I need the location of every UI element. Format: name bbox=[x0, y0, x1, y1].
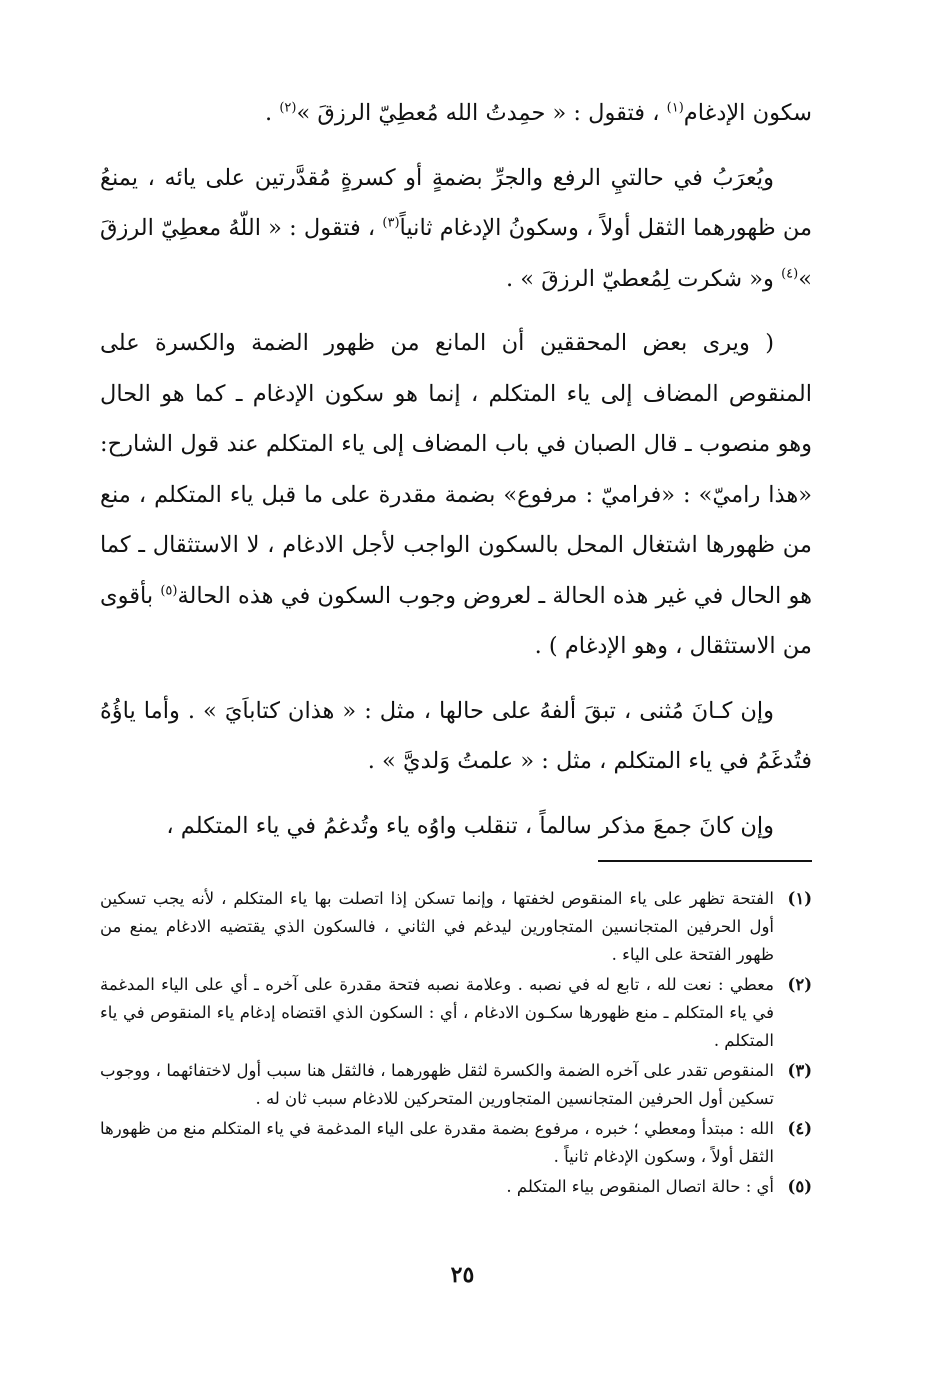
footnote-4 bbox=[100, 1115, 812, 1171]
page-number: ٢٥ bbox=[450, 1262, 475, 1288]
footnote-marker-4: (٤) bbox=[781, 266, 799, 281]
footnote-number: (١) bbox=[787, 889, 812, 908]
footnote-text: الله : مبتدأ ومعطي ؛ خبره ، مرفوع بضمة مقدرة على الياء المدغمة في ياء المتكلم منع من ظهورها الثقل أولاً ، وسكون الإدغام ثانياً . bbox=[100, 1119, 774, 1166]
footnote-separator bbox=[598, 860, 812, 862]
footnote-text: أي : حالة اتصال المنقوص بياء المتكلم . bbox=[506, 1177, 774, 1196]
footnote-1 bbox=[100, 885, 812, 969]
paragraph-2-end: و« شكرت لِمُعطيّ الرزقَ » . bbox=[505, 265, 782, 292]
paragraph-3-text: ( ويرى بعض المحققين أن المانع من ظهور الضمة والكسرة على المنقوص المضاف إلى ياء المتكلم ، إنما هو سكون الإدغام ـ كما هو الحال وهو منصوب ـ قال الصبان في باب المضاف إلى ياء المتكلم عند قول الشارح: «هذا راميّ» : «فراميّ : مرفوع» بضمة مقدرة على ما قبل ياء المتكلم ، منع من ظهورها اشتغال المحل بالسكون الواجب لأجل الادغام ، لا الاستثقال ـ كما هو الحال في غير هذه الحالة ـ لعروض وجوب السكون في هذه الحالة bbox=[100, 330, 812, 609]
paragraph-1 bbox=[100, 88, 812, 139]
footnotes bbox=[100, 885, 812, 1203]
footnote-marker-3: (٣) bbox=[382, 215, 400, 231]
paragraph-2-example: ، فتقول : « اللّهُ معطِيّ الرزقَ » bbox=[100, 215, 812, 292]
footnote-3 bbox=[100, 1057, 812, 1113]
footnote-text: الفتحة تظهر على ياء المنقوص لخفتها ، وإنما تسكن إذا اتصلت بها ياء المتكلم ، لأنه يجب تسكين أول الحرفين المتجانسين المتجاورين ليدغم في الثاني ، فالسكون الذي يقتضيه الادغام يمنع من ظهور الفتحة على الياء . bbox=[100, 889, 774, 964]
paragraph-4: وإن كـانَ مُثنى ، تبقَ ألفهُ على حالها ، مثل : « هذان كتاباَيَ » . وأما ياؤُهُ فتُدغَمُ في ياء المتكلم ، مثل : « علمتُ وَلديَّ » . bbox=[100, 697, 812, 774]
footnote-2 bbox=[100, 971, 812, 1055]
footnote-number: (٤) bbox=[787, 1119, 812, 1138]
paragraph-1-text: سكون الإدغام bbox=[683, 100, 812, 126]
paragraph-3-end: بأقوى من الاستثقال ، وهو الإدغام ) . bbox=[100, 582, 812, 659]
footnote-number: (٥) bbox=[787, 1177, 812, 1196]
footnote-text: معطي : نعت لله ، تابع له في نصبه . وعلامة نصبه فتحة مقدرة على آخره ـ أي على الياء المدغمة في ياء المتكلم ـ منع ظهورها سكـون الادغام ، أي : السكون الذي اقتضاه إدغام ياء المنقوص في ياء المتكلم . bbox=[100, 975, 774, 1050]
footnote-number: (٢) bbox=[787, 975, 812, 994]
footnote-marker-2: (٢) bbox=[279, 100, 297, 116]
footnote-5 bbox=[100, 1173, 812, 1201]
paragraph-5: وإن كانَ جمعَ مذكر سالماً ، تنقلب واوُه ياء وتُدغمُ في ياء المتكلم ، bbox=[166, 812, 774, 839]
footnote-marker-5: (٥) bbox=[160, 583, 178, 598]
footnote-marker-1: (١) bbox=[666, 100, 684, 116]
paragraph-2 bbox=[100, 153, 812, 305]
footnote-number: (٣) bbox=[787, 1061, 812, 1080]
main-text bbox=[100, 88, 812, 865]
footnote-text: المنقوص تقدر على آخره الضمة والكسرة لثقل ظهورهما ، فالثقل هنا سبب أول لاختفائهما ، ووجوب تسكين أول الحرفين المتجانسين المتجاورين المتحركين للادغام سبب ثان له . bbox=[100, 1061, 774, 1108]
paragraph-3 bbox=[100, 318, 812, 672]
paragraph-1-example: ، فتقول : « حمِدتُ الله مُعطِيّ الرزقَ » bbox=[296, 100, 667, 126]
paragraph-1-end: . bbox=[265, 100, 280, 126]
paragraph-2-text: ويُعرَبُ في حالتيِ الرفع والجرِّ بضمةٍ أو كسرةٍ مُقدَّرتين على يائه ، يمنعُ من ظهورهما الثقل أولاً ، وسكونُ الإدغام ثانياً bbox=[100, 164, 812, 241]
